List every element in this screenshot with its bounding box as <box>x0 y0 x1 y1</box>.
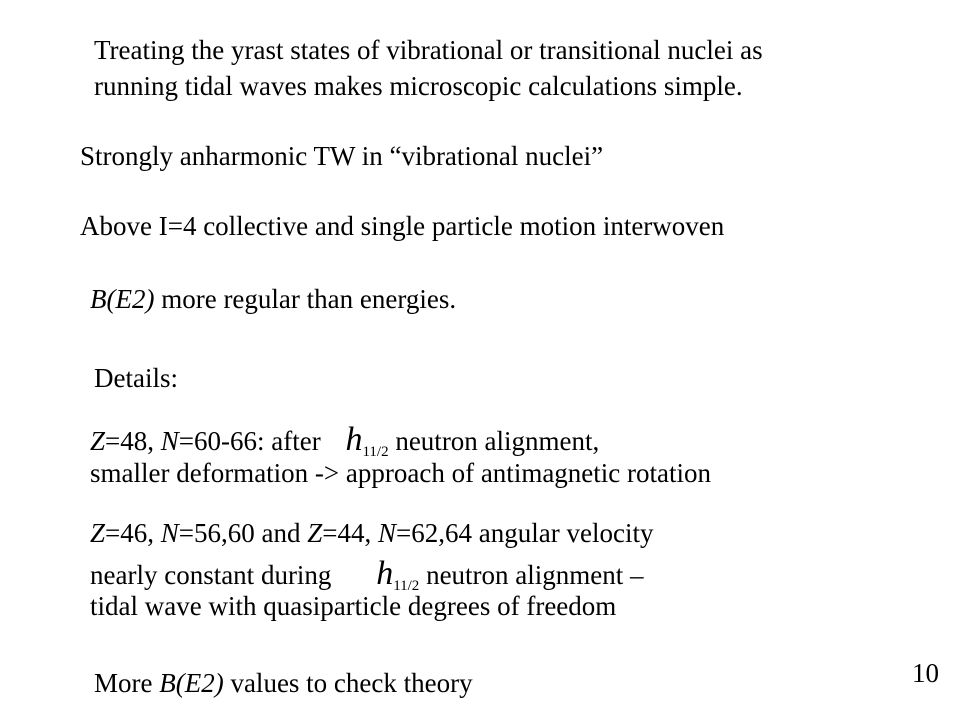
z-value: =46, <box>105 518 161 548</box>
intro-line-2: running tidal waves makes microscopic calculations simple. <box>94 71 743 101</box>
h-eleven-half-symbol <box>345 421 388 458</box>
detail-2-line-2 <box>90 557 644 594</box>
n-value: =62,64 angular velocity <box>396 518 654 548</box>
be2-term: B(E2) <box>90 284 155 314</box>
be2-rest: more regular than energies. <box>154 284 457 314</box>
closing-line <box>94 670 473 697</box>
constant-text: nearly constant during <box>90 560 339 590</box>
h-subscript: 11/2 <box>393 578 420 594</box>
alignment-text: neutron alignment – <box>419 560 644 590</box>
closing-post: values to check theory <box>223 668 473 698</box>
z-symbol: Z <box>307 518 323 548</box>
point-anharmonic: Strongly anharmonic TW in “vibrational nuclei” <box>80 141 604 171</box>
h-letter: h <box>376 555 394 592</box>
point-be2-regular <box>90 286 456 313</box>
detail-1-line-1 <box>90 423 599 460</box>
point-interwoven: Above I=4 collective and single particle motion interwoven <box>80 211 725 241</box>
h-eleven-half-symbol <box>376 555 419 592</box>
z-value: =48, <box>105 426 161 456</box>
z-symbol: Z <box>90 518 106 548</box>
intro-line-1: Treating the yrast states of vibrational or transitional nuclei as <box>94 35 763 65</box>
be2-term: B(E2) <box>159 668 224 698</box>
details-heading: Details: <box>94 363 178 393</box>
detail-1-line-2: smaller deformation -> approach of antimagnetic rotation <box>90 458 711 488</box>
n-symbol: N <box>160 518 179 548</box>
z-value: =44, <box>322 518 379 548</box>
z-symbol: Z <box>90 426 106 456</box>
n-symbol: N <box>378 518 397 548</box>
n-value: =60-66: after <box>178 426 328 456</box>
page-number: 10 <box>912 658 939 688</box>
alignment-text: neutron alignment, <box>388 426 600 456</box>
n-value: =56,60 and <box>178 518 308 548</box>
closing-pre: More <box>94 668 160 698</box>
h-letter: h <box>345 421 363 458</box>
detail-2-line-3: tidal wave with quasiparticle degrees of freedom <box>90 591 617 621</box>
n-symbol: N <box>160 426 179 456</box>
h-subscript: 11/2 <box>362 444 389 460</box>
detail-2-line-1 <box>90 520 653 547</box>
